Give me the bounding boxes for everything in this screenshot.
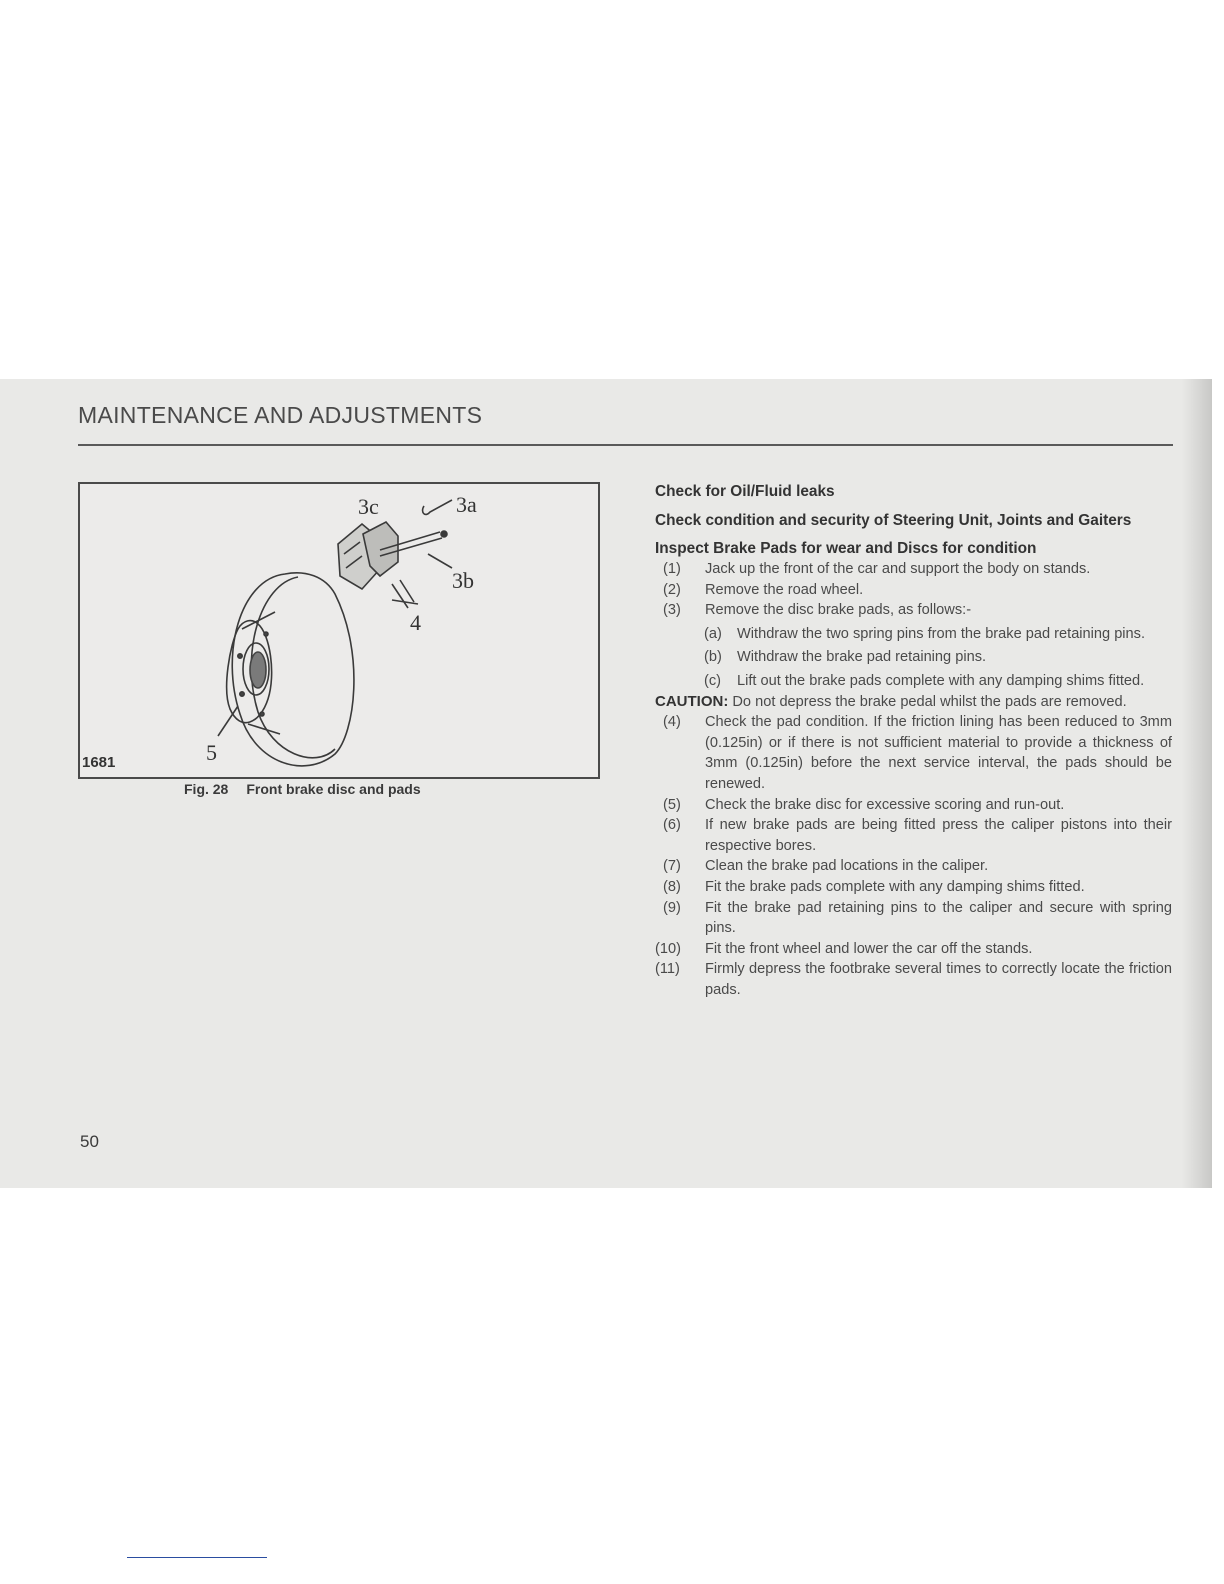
caution-text: Do not depress the brake pedal whilst the pads are removed. (732, 693, 1127, 710)
substep-c: (c) Lift out the brake pads complete with any damping shims fitted. (704, 672, 1145, 689)
figure-caption-number: Fig. 28 (184, 781, 229, 797)
header-rule (78, 444, 1173, 446)
label-4: 4 (410, 610, 421, 635)
step-7: (7) Clean the brake pad locations in the caliper. (663, 858, 989, 875)
label-3b: 3b (452, 568, 474, 593)
instructions-column (655, 482, 1172, 1000)
spring-pin (423, 500, 452, 514)
caution-note (655, 692, 1172, 713)
brake-disc-illustration (80, 484, 598, 777)
step-1: (1) Jack up the front of the car and support the body on stands. (663, 561, 1091, 577)
step-11: (11) Firmly depress the footbrake several times to correctly locate the friction pads. (655, 961, 1172, 998)
heading-steering: Check condition and security of Steering Unit, Joints and Gaiters (655, 512, 1132, 529)
step-9: (9) Fit the brake pad retaining pins to the caliper and secure with spring pins. (663, 899, 1172, 937)
section-title: MAINTENANCE AND ADJUSTMENTS (78, 402, 483, 428)
label-5: 5 (206, 740, 217, 765)
step-6: (6) If new brake pads are being fitted press the caliper pistons into their respective bores. (663, 817, 1172, 854)
footer-underline (127, 1557, 267, 1558)
leader-3b (428, 554, 452, 568)
manual-page (0, 379, 1212, 1188)
caution-label: CAUTION: (655, 692, 729, 710)
step-4: (4) Check the pad condition. If the friction lining has been reduced to 3mm (0.125in) or if there is not sufficient material to provide a thickness of 3mm (0.125in) before the next service interval, the pads should be renewed. (663, 714, 1172, 792)
figure-frame (78, 482, 600, 779)
figure-caption (184, 781, 421, 797)
heading-oil-leaks: Check for Oil/Fluid leaks (655, 483, 835, 500)
step-10: (10) Fit the front wheel and lower the car off the stands. (655, 940, 1033, 957)
leader-4 (392, 580, 414, 608)
step-8: (8) Fit the brake pads complete with any damping shims fitted. (663, 878, 1085, 895)
step-3: (3) Remove the disc brake pads, as follows:- (663, 602, 972, 619)
figure-ref-code: 1681 (82, 754, 116, 771)
step-2: (2) Remove the road wheel. (663, 581, 864, 598)
substep-b: (b) Withdraw the brake pad retaining pins. (704, 649, 987, 666)
figure-caption-text: Front brake disc and pads (246, 781, 421, 797)
leader-5 (218, 706, 238, 736)
substep-a: (a) Withdraw the two spring pins from the brake pad retaining pins. (704, 625, 1146, 642)
label-3a: 3a (456, 492, 477, 517)
step-5: (5) Check the brake disc for excessive scoring and run-out. (663, 796, 1065, 813)
page-edge-shadow (1182, 379, 1212, 1188)
page-number: 50 (80, 1132, 99, 1151)
label-3c: 3c (358, 494, 379, 519)
heading-brake-pads: Inspect Brake Pads for wear and Discs for condition (655, 540, 1037, 557)
